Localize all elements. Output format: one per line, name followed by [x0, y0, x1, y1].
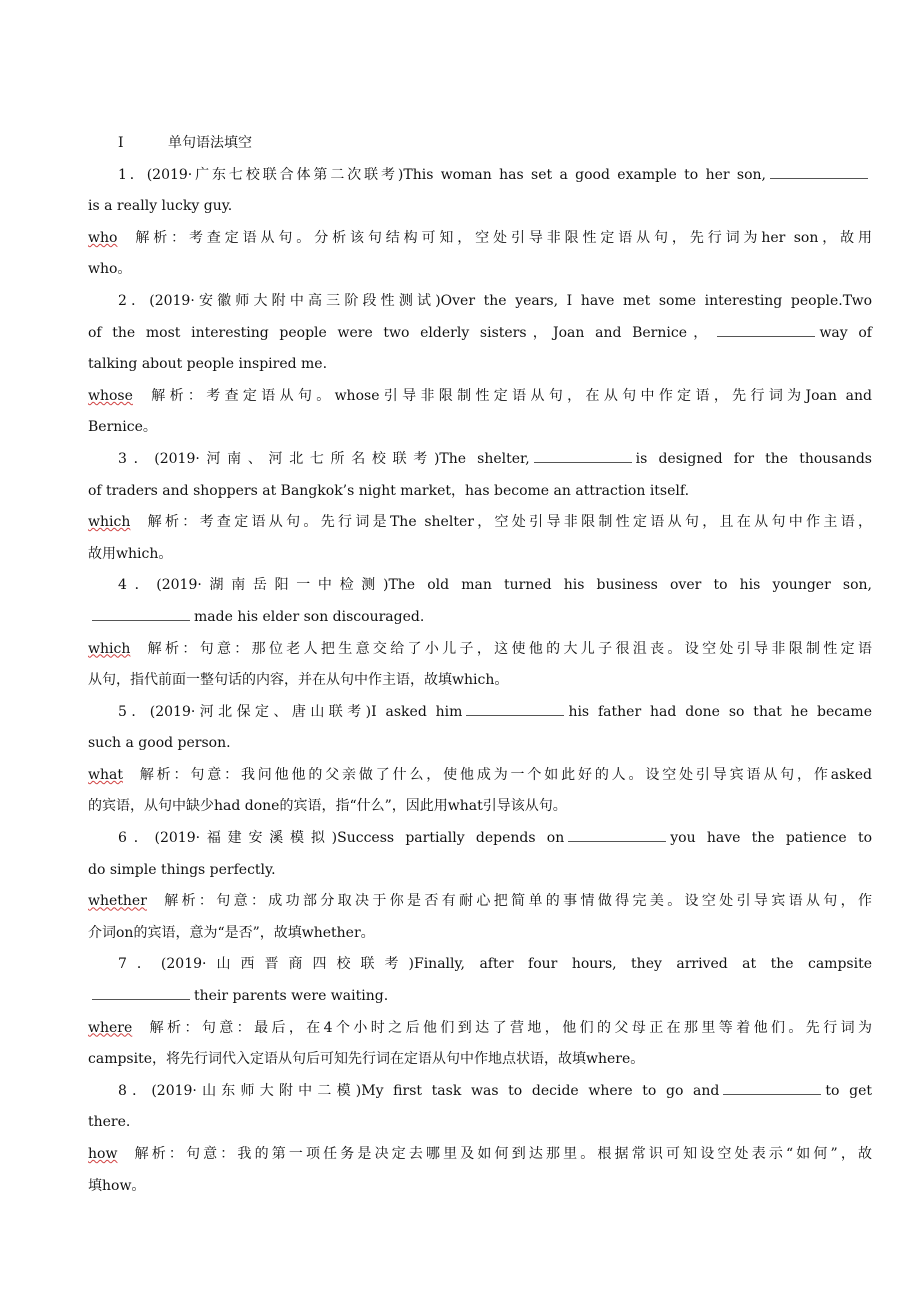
- analysis-line: [88, 760, 872, 792]
- analysis-line: [88, 1139, 872, 1171]
- question-line: [88, 1076, 872, 1108]
- exercise-item: [88, 286, 872, 444]
- answer-word: whether: [88, 893, 147, 910]
- question-text: their parents were waiting.: [194, 988, 389, 1005]
- exercise-item: [88, 570, 872, 696]
- question-text: is a really lucky guy.: [88, 198, 233, 215]
- analysis-line: [88, 665, 872, 697]
- analysis-text: 解析：句意：我问他他的父亲做了什么，使他成为一个如此好的人。设空处引导宾语从句，作asked: [136, 766, 872, 783]
- question-line: [88, 981, 872, 1013]
- analysis-line: [88, 791, 872, 823]
- analysis-line: [88, 886, 872, 918]
- section-numeral: Ⅰ: [118, 135, 124, 151]
- answer-blank[interactable]: [723, 1080, 821, 1095]
- analysis-line: [88, 539, 872, 571]
- question-text: 6．(2019·福建安溪模拟)Success partially depends on: [118, 830, 565, 847]
- question-line: [88, 191, 872, 223]
- question-text: 2．(2019·安徽师大附中高三阶段性测试)Over the years, I have met some interesting people.Two: [118, 292, 872, 309]
- answer-blank[interactable]: [717, 322, 815, 337]
- question-line: [88, 444, 872, 476]
- document-page: [88, 128, 872, 1202]
- analysis-text: 解析：考查定语从句。先行词是The shelter，空处引导非限制性定语从句，且在从句中作主语，: [144, 514, 872, 531]
- exercise-item: [88, 160, 872, 286]
- question-text: made his elder son discouraged.: [194, 608, 425, 625]
- question-line: [88, 286, 872, 318]
- analysis-line: [88, 507, 872, 539]
- analysis-text: 的宾语，从句中缺少had done的宾语，指“什么”，因此用what引导该从句。: [88, 798, 567, 815]
- question-line: [88, 697, 872, 729]
- analysis-text: campsite，将先行词代入定语从句后可知先行词在定语从句中作地点状语，故填where。: [88, 1051, 645, 1068]
- question-line: [88, 1107, 872, 1139]
- question-line: [88, 349, 872, 381]
- question-line: [88, 318, 872, 350]
- answer-blank[interactable]: [534, 448, 632, 463]
- exercise-list: [88, 160, 872, 1203]
- analysis-line: [88, 918, 872, 950]
- answer-word: which: [88, 514, 131, 531]
- question-line: [88, 855, 872, 887]
- answer-blank[interactable]: [466, 701, 564, 716]
- exercise-item: [88, 1076, 872, 1202]
- answer-word: what: [88, 766, 123, 783]
- analysis-text: 解析：考查定语从句。whose引导非限制性定语从句，在从句中作定语，先行词为Joan and: [146, 387, 872, 404]
- analysis-line: [88, 254, 872, 286]
- question-text: is designed for the thousands: [635, 450, 872, 467]
- analysis-text: 解析：考查定语从句。分析该句结构可知，空处引导非限性定语从句，先行词为her son，故用: [131, 229, 872, 246]
- answer-word: which: [88, 640, 131, 657]
- question-text: such a good person.: [88, 735, 231, 752]
- question-text: you have the patience to: [670, 830, 872, 847]
- analysis-text: Bernice。: [88, 419, 157, 436]
- question-text: of the most interesting people were two elderly sisters，Joan and Bernice，: [88, 324, 714, 341]
- analysis-text: 解析：句意：成功部分取决于你是否有耐心把简单的事情做得完美。设空处引导宾语从句，作: [160, 893, 872, 910]
- question-text: to get: [825, 1082, 872, 1099]
- question-text: of traders and shoppers at Bangkok’s night market，has become an attraction itself.: [88, 482, 690, 499]
- question-line: [88, 823, 872, 855]
- exercise-item: [88, 697, 872, 823]
- analysis-line: [88, 634, 872, 666]
- answer-word: whose: [88, 387, 133, 404]
- question-text: 8．(2019·山东师大附中二模)My first task was to decide where to go and: [118, 1082, 720, 1099]
- question-line: [88, 160, 872, 192]
- analysis-text: who。: [88, 261, 132, 278]
- question-text: 4．(2019·湖南岳阳一中检测)The old man turned his business over to his younger son,: [118, 577, 872, 594]
- question-text: way of: [819, 324, 872, 341]
- exercise-item: [88, 949, 872, 1075]
- question-line: [88, 949, 872, 981]
- question-line: [88, 602, 872, 634]
- analysis-line: [88, 1013, 872, 1045]
- section-heading: [88, 128, 872, 160]
- answer-blank[interactable]: [92, 985, 190, 1000]
- analysis-line: [88, 412, 872, 444]
- analysis-text: 故用which。: [88, 545, 173, 562]
- question-line: [88, 570, 872, 602]
- answer-blank[interactable]: [770, 164, 868, 179]
- answer-word: how: [88, 1146, 118, 1162]
- question-text: talking about people inspired me.: [88, 356, 328, 373]
- exercise-item: [88, 444, 872, 570]
- section-title: 单句语法填空: [168, 135, 252, 151]
- question-text: there.: [88, 1114, 131, 1131]
- analysis-text: 介词on的宾语，意为“是否”，故填whether。: [88, 924, 375, 941]
- answer-blank[interactable]: [568, 827, 666, 842]
- exercise-item: [88, 823, 872, 949]
- answer-word: where: [88, 1019, 133, 1036]
- question-text: 5．(2019·河北保定、唐山联考)I asked him: [118, 703, 463, 720]
- analysis-line: [88, 1171, 872, 1203]
- analysis-text: 解析：句意：最后，在4个小时之后他们到达了营地，他们的父母正在那里等着他们。先行词为: [146, 1019, 872, 1036]
- analysis-line: [88, 381, 872, 413]
- question-text: do simple things perfectly.: [88, 861, 276, 878]
- analysis-text: 从句，指代前面一整句话的内容，并在从句中作主语，故填which。: [88, 672, 509, 689]
- analysis-text: 解析：句意：我的第一项任务是决定去哪里及如何到达那里。根据常识可知设空处表示“如何”，故: [131, 1146, 872, 1162]
- analysis-line: [88, 223, 872, 255]
- question-line: [88, 476, 872, 508]
- question-line: [88, 728, 872, 760]
- analysis-line: [88, 1044, 872, 1076]
- question-text: 1．(2019·广东七校联合体第二次联考)This woman has set a good example to her son,: [118, 166, 766, 183]
- answer-blank[interactable]: [92, 606, 190, 621]
- answer-word: who: [88, 229, 118, 246]
- question-text: 3．(2019·河南、河北七所名校联考)The shelter,: [118, 450, 530, 467]
- question-text: his father had done so that he became: [568, 703, 872, 720]
- analysis-text: 填how。: [88, 1177, 146, 1194]
- analysis-text: 解析：句意：那位老人把生意交给了小儿子，这使他的大儿子很沮丧。设空处引导非限制性定语: [144, 640, 872, 657]
- question-text: 7．(2019·山西晋商四校联考)Finally, after four hours, they arrived at the campsite: [118, 956, 872, 973]
